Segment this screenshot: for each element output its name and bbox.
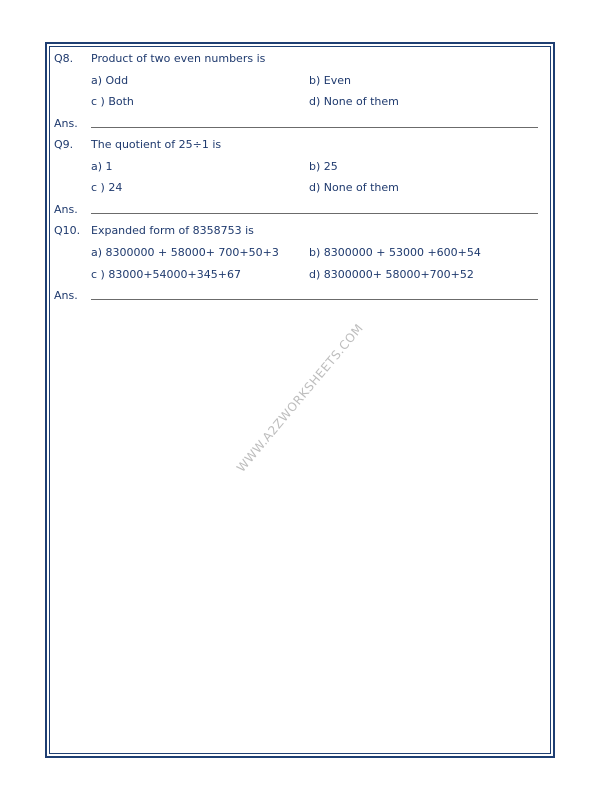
question-9-text: The quotient of 25÷1 is <box>91 138 222 151</box>
question-10-option-c: c ) 83000+54000+345+67 <box>91 268 241 281</box>
question-10-option-a: a) 8300000 + 58000+ 700+50+3 <box>91 246 279 259</box>
question-9-option-d: d) None of them <box>309 181 399 194</box>
question-9-number: Q9. <box>54 138 74 151</box>
question-8-ans-label: Ans. <box>54 117 78 130</box>
question-10-text: Expanded form of 8358753 is <box>91 224 254 237</box>
question-9-option-b: b) 25 <box>309 160 338 173</box>
question-9-ans-label: Ans. <box>54 203 78 216</box>
question-9-option-a: a) 1 <box>91 160 113 173</box>
watermark: WWW.A2ZWORKSHEETS.COM <box>233 321 367 475</box>
question-8-answer-line[interactable] <box>91 127 538 128</box>
question-10-ans-label: Ans. <box>54 289 78 302</box>
question-8-text: Product of two even numbers is <box>91 52 266 65</box>
question-10-option-d: d) 8300000+ 58000+700+52 <box>309 268 474 281</box>
question-8-option-d: d) None of them <box>309 95 399 108</box>
question-10-option-b: b) 8300000 + 53000 +600+54 <box>309 246 481 259</box>
question-8-option-a: a) Odd <box>91 74 129 87</box>
question-8-option-b: b) Even <box>309 74 351 87</box>
question-9-answer-line[interactable] <box>91 213 538 214</box>
question-9-option-c: c ) 24 <box>91 181 123 194</box>
question-8-number: Q8. <box>54 52 74 65</box>
question-10-number: Q10. <box>54 224 81 237</box>
question-8-option-c: c ) Both <box>91 95 134 108</box>
question-10-answer-line[interactable] <box>91 299 538 300</box>
